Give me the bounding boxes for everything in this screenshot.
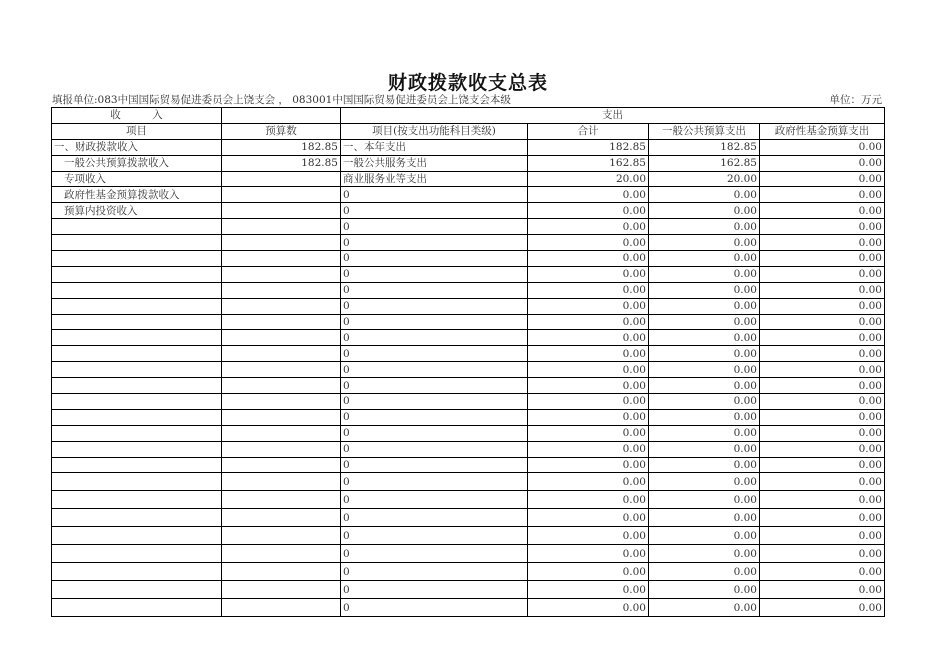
expenditure-item-cell[interactable]: 一般公共服务支出 (341, 155, 528, 171)
general-budget-cell[interactable]: 182.85 (649, 139, 760, 155)
budget-cell[interactable] (222, 171, 341, 187)
fund-budget-cell[interactable]: 0.00 (760, 139, 885, 155)
general-budget-cell[interactable]: 0.00 (649, 509, 760, 527)
income-item-cell[interactable] (52, 282, 222, 298)
budget-cell[interactable] (222, 563, 341, 581)
fund-budget-cell[interactable]: 0.00 (760, 362, 885, 378)
general-budget-cell[interactable]: 0.00 (649, 527, 760, 545)
general-budget-cell[interactable]: 0.00 (649, 346, 760, 362)
expenditure-item-cell[interactable]: 0 (341, 394, 528, 410)
income-item-cell[interactable] (52, 563, 222, 581)
expenditure-item-cell[interactable]: 商业服务业等支出 (341, 171, 528, 187)
budget-cell[interactable] (222, 581, 341, 599)
fund-budget-cell[interactable]: 0.00 (760, 171, 885, 187)
budget-cell[interactable] (222, 491, 341, 509)
fund-budget-cell[interactable]: 0.00 (760, 509, 885, 527)
budget-cell[interactable] (222, 266, 341, 282)
fund-budget-cell[interactable]: 0.00 (760, 235, 885, 251)
fund-budget-cell[interactable]: 0.00 (760, 314, 885, 330)
table-row (52, 203, 885, 219)
total-cell[interactable]: 0.00 (528, 282, 649, 298)
general-budget-cell[interactable]: 162.85 (649, 155, 760, 171)
expenditure-item-cell[interactable]: 0 (341, 187, 528, 203)
total-cell[interactable]: 0.00 (528, 219, 649, 235)
general-budget-cell[interactable]: 0.00 (649, 425, 760, 441)
fund-budget-cell[interactable]: 0.00 (760, 473, 885, 491)
table-row (52, 282, 885, 298)
table-row (52, 527, 885, 545)
expenditure-item-cell[interactable]: 0 (341, 509, 528, 527)
fund-budget-cell[interactable]: 0.00 (760, 187, 885, 203)
table-row (52, 314, 885, 330)
income-item-cell[interactable]: 预算内投资收入 (52, 203, 222, 219)
table-row (52, 394, 885, 410)
general-budget-cell[interactable]: 0.00 (649, 378, 760, 394)
budget-cell[interactable]: 182.85 (222, 139, 341, 155)
total-cell[interactable]: 0.00 (528, 330, 649, 346)
income-item-cell[interactable]: 一般公共预算拨款收入 (52, 155, 222, 171)
expenditure-group-header: 支出 (341, 108, 885, 124)
expenditure-item-cell[interactable]: 0 (341, 563, 528, 581)
total-cell[interactable]: 0.00 (528, 409, 649, 425)
income-item-cell[interactable] (52, 298, 222, 314)
fund-budget-cell[interactable]: 0.00 (760, 282, 885, 298)
general-budget-cell[interactable]: 0.00 (649, 219, 760, 235)
fund-budget-cell[interactable]: 0.00 (760, 563, 885, 581)
general-budget-cell[interactable]: 0.00 (649, 251, 760, 267)
general-budget-cell[interactable]: 0.00 (649, 457, 760, 473)
general-budget-cell[interactable]: 0.00 (649, 203, 760, 219)
table-row (52, 491, 885, 509)
general-budget-cell[interactable]: 0.00 (649, 187, 760, 203)
income-item-cell[interactable] (52, 599, 222, 617)
table-row (52, 219, 885, 235)
budget-summary-table (51, 107, 885, 617)
general-budget-cell[interactable]: 20.00 (649, 171, 760, 187)
expenditure-item-cell[interactable]: 0 (341, 425, 528, 441)
income-item-cell[interactable]: 政府性基金预算拨款收入 (52, 187, 222, 203)
general-budget-cell[interactable]: 0.00 (649, 266, 760, 282)
fund-budget-cell[interactable]: 0.00 (760, 394, 885, 410)
unit-label: 单位：万元 (829, 94, 882, 106)
budget-cell[interactable] (222, 251, 341, 267)
income-item-cell[interactable] (52, 491, 222, 509)
total-cell[interactable]: 0.00 (528, 509, 649, 527)
col-header-income-item: 项目 (52, 123, 222, 139)
general-budget-cell[interactable]: 0.00 (649, 362, 760, 378)
general-budget-cell[interactable]: 0.00 (649, 330, 760, 346)
budget-cell[interactable] (222, 378, 341, 394)
expenditure-item-cell[interactable]: 0 (341, 251, 528, 267)
total-cell[interactable]: 0.00 (528, 346, 649, 362)
col-header-fund-budget: 政府性基金预算支出 (760, 123, 885, 139)
general-budget-cell[interactable]: 0.00 (649, 394, 760, 410)
budget-cell[interactable] (222, 330, 341, 346)
general-budget-cell[interactable]: 0.00 (649, 491, 760, 509)
budget-cell[interactable] (222, 409, 341, 425)
total-cell[interactable]: 0.00 (528, 441, 649, 457)
general-budget-cell[interactable]: 0.00 (649, 314, 760, 330)
expenditure-item-cell[interactable]: 0 (341, 235, 528, 251)
table-row (52, 187, 885, 203)
reporting-unit: 填报单位:083中国国际贸易促进委员会上饶支会 ， 083001中国国际贸易促进委员会上饶支会本级 (52, 94, 511, 106)
total-cell[interactable]: 0.00 (528, 599, 649, 617)
fund-budget-cell[interactable]: 0.00 (760, 491, 885, 509)
budget-cell[interactable] (222, 298, 341, 314)
fund-budget-cell[interactable]: 0.00 (760, 298, 885, 314)
fund-budget-cell[interactable]: 0.00 (760, 346, 885, 362)
income-item-cell[interactable] (52, 235, 222, 251)
general-budget-cell[interactable]: 0.00 (649, 545, 760, 563)
table-row (52, 473, 885, 491)
column-header-row (52, 123, 885, 139)
col-header-general-budget: 一般公共预算支出 (649, 123, 760, 139)
budget-cell[interactable] (222, 219, 341, 235)
income-item-cell[interactable] (52, 378, 222, 394)
total-cell[interactable]: 0.00 (528, 314, 649, 330)
income-item-cell[interactable] (52, 425, 222, 441)
income-item-cell[interactable] (52, 457, 222, 473)
fund-budget-cell[interactable]: 0.00 (760, 457, 885, 473)
table-row (52, 235, 885, 251)
expenditure-item-cell[interactable]: 0 (341, 203, 528, 219)
income-item-cell[interactable] (52, 509, 222, 527)
expenditure-item-cell[interactable]: 0 (341, 330, 528, 346)
table-row (52, 298, 885, 314)
total-cell[interactable]: 0.00 (528, 425, 649, 441)
total-cell[interactable]: 0.00 (528, 473, 649, 491)
expenditure-item-cell[interactable]: 0 (341, 314, 528, 330)
general-budget-cell[interactable]: 0.00 (649, 409, 760, 425)
expenditure-item-cell[interactable]: 0 (341, 282, 528, 298)
fund-budget-cell[interactable]: 0.00 (760, 581, 885, 599)
table-row (52, 378, 885, 394)
fund-budget-cell[interactable]: 0.00 (760, 330, 885, 346)
table-row (52, 509, 885, 527)
table-row (52, 266, 885, 282)
total-cell[interactable]: 162.85 (528, 155, 649, 171)
budget-cell[interactable] (222, 425, 341, 441)
total-cell[interactable]: 0.00 (528, 298, 649, 314)
fund-budget-cell[interactable]: 0.00 (760, 441, 885, 457)
expenditure-item-cell[interactable]: 0 (341, 441, 528, 457)
budget-cell[interactable] (222, 457, 341, 473)
income-item-cell[interactable] (52, 581, 222, 599)
expenditure-item-cell[interactable]: 0 (341, 491, 528, 509)
budget-cell[interactable] (222, 282, 341, 298)
fund-budget-cell[interactable]: 0.00 (760, 425, 885, 441)
expenditure-item-cell[interactable]: 0 (341, 346, 528, 362)
fund-budget-cell[interactable]: 0.00 (760, 203, 885, 219)
income-item-cell[interactable] (52, 330, 222, 346)
income-item-cell[interactable] (52, 441, 222, 457)
fund-budget-cell[interactable]: 0.00 (760, 527, 885, 545)
income-group-blank (222, 108, 341, 124)
total-cell[interactable]: 0.00 (528, 362, 649, 378)
general-budget-cell[interactable]: 0.00 (649, 441, 760, 457)
fund-budget-cell[interactable]: 0.00 (760, 266, 885, 282)
total-cell[interactable]: 0.00 (528, 266, 649, 282)
income-item-cell[interactable] (52, 545, 222, 563)
fund-budget-cell[interactable]: 0.00 (760, 378, 885, 394)
total-cell[interactable]: 0.00 (528, 378, 649, 394)
fund-budget-cell[interactable]: 0.00 (760, 599, 885, 617)
page-title: 财政拨款收支总表 (387, 72, 548, 94)
total-cell[interactable]: 20.00 (528, 171, 649, 187)
income-item-cell[interactable] (52, 219, 222, 235)
table-row (52, 563, 885, 581)
income-group-header: 收 入 (52, 108, 222, 124)
income-item-cell[interactable] (52, 394, 222, 410)
total-cell[interactable]: 0.00 (528, 491, 649, 509)
general-budget-cell[interactable]: 0.00 (649, 282, 760, 298)
fund-budget-cell[interactable]: 0.00 (760, 409, 885, 425)
budget-cell[interactable] (222, 473, 341, 491)
table-row (52, 330, 885, 346)
table-row (52, 362, 885, 378)
income-item-cell[interactable] (52, 362, 222, 378)
expenditure-item-cell[interactable]: 0 (341, 473, 528, 491)
income-item-cell[interactable]: 一、财政拨款收入 (52, 139, 222, 155)
budget-cell[interactable]: 182.85 (222, 155, 341, 171)
budget-cell[interactable] (222, 235, 341, 251)
table-row (52, 155, 885, 171)
budget-cell[interactable] (222, 203, 341, 219)
total-cell[interactable]: 0.00 (528, 235, 649, 251)
table-row (52, 545, 885, 563)
col-header-total: 合计 (528, 123, 649, 139)
budget-cell[interactable] (222, 187, 341, 203)
budget-cell[interactable] (222, 527, 341, 545)
income-item-cell[interactable] (52, 266, 222, 282)
total-cell[interactable]: 0.00 (528, 251, 649, 267)
expenditure-item-cell[interactable]: 0 (341, 457, 528, 473)
table-row (52, 457, 885, 473)
table-row (52, 425, 885, 441)
income-item-cell[interactable]: 专项收入 (52, 171, 222, 187)
budget-cell[interactable] (222, 394, 341, 410)
budget-cell[interactable] (222, 362, 341, 378)
general-budget-cell[interactable]: 0.00 (649, 599, 760, 617)
table-row (52, 346, 885, 362)
table-row (52, 251, 885, 267)
table-row (52, 409, 885, 425)
income-item-cell[interactable] (52, 314, 222, 330)
total-cell[interactable]: 0.00 (528, 581, 649, 599)
expenditure-item-cell[interactable]: 0 (341, 219, 528, 235)
income-item-cell[interactable] (52, 346, 222, 362)
fund-budget-cell[interactable]: 0.00 (760, 251, 885, 267)
general-budget-cell[interactable]: 0.00 (649, 235, 760, 251)
budget-cell[interactable] (222, 441, 341, 457)
expenditure-item-cell[interactable]: 0 (341, 378, 528, 394)
income-item-cell[interactable] (52, 473, 222, 491)
expenditure-item-cell[interactable]: 0 (341, 266, 528, 282)
expenditure-item-cell[interactable]: 0 (341, 527, 528, 545)
expenditure-item-cell[interactable]: 0 (341, 581, 528, 599)
expenditure-item-cell[interactable]: 0 (341, 362, 528, 378)
expenditure-item-cell[interactable]: 0 (341, 599, 528, 617)
income-item-cell[interactable] (52, 251, 222, 267)
total-cell[interactable]: 0.00 (528, 187, 649, 203)
budget-cell[interactable] (222, 509, 341, 527)
general-budget-cell[interactable]: 0.00 (649, 563, 760, 581)
general-budget-cell[interactable]: 0.00 (649, 473, 760, 491)
total-cell[interactable]: 0.00 (528, 563, 649, 581)
table-row (52, 139, 885, 155)
income-item-cell[interactable] (52, 527, 222, 545)
total-cell[interactable]: 0.00 (528, 203, 649, 219)
budget-cell[interactable] (222, 599, 341, 617)
table-row (52, 171, 885, 187)
expenditure-item-cell[interactable]: 0 (341, 545, 528, 563)
total-cell[interactable]: 0.00 (528, 457, 649, 473)
income-item-cell[interactable] (52, 409, 222, 425)
table-row (52, 581, 885, 599)
group-header-row (52, 108, 885, 124)
budget-cell[interactable] (222, 545, 341, 563)
total-cell[interactable]: 0.00 (528, 394, 649, 410)
total-cell[interactable]: 182.85 (528, 139, 649, 155)
fund-budget-cell[interactable]: 0.00 (760, 155, 885, 171)
table-row (52, 599, 885, 617)
col-header-budget: 预算数 (222, 123, 341, 139)
expenditure-item-cell[interactable]: 0 (341, 409, 528, 425)
general-budget-cell[interactable]: 0.00 (649, 298, 760, 314)
total-cell[interactable]: 0.00 (528, 527, 649, 545)
budget-cell[interactable] (222, 314, 341, 330)
fund-budget-cell[interactable]: 0.00 (760, 545, 885, 563)
budget-cell[interactable] (222, 346, 341, 362)
fund-budget-cell[interactable]: 0.00 (760, 219, 885, 235)
expenditure-item-cell[interactable]: 一、本年支出 (341, 139, 528, 155)
general-budget-cell[interactable]: 0.00 (649, 581, 760, 599)
table-row (52, 441, 885, 457)
col-header-expenditure-item: 项目(按支出功能科目类级) (341, 123, 528, 139)
expenditure-item-cell[interactable]: 0 (341, 298, 528, 314)
total-cell[interactable]: 0.00 (528, 545, 649, 563)
